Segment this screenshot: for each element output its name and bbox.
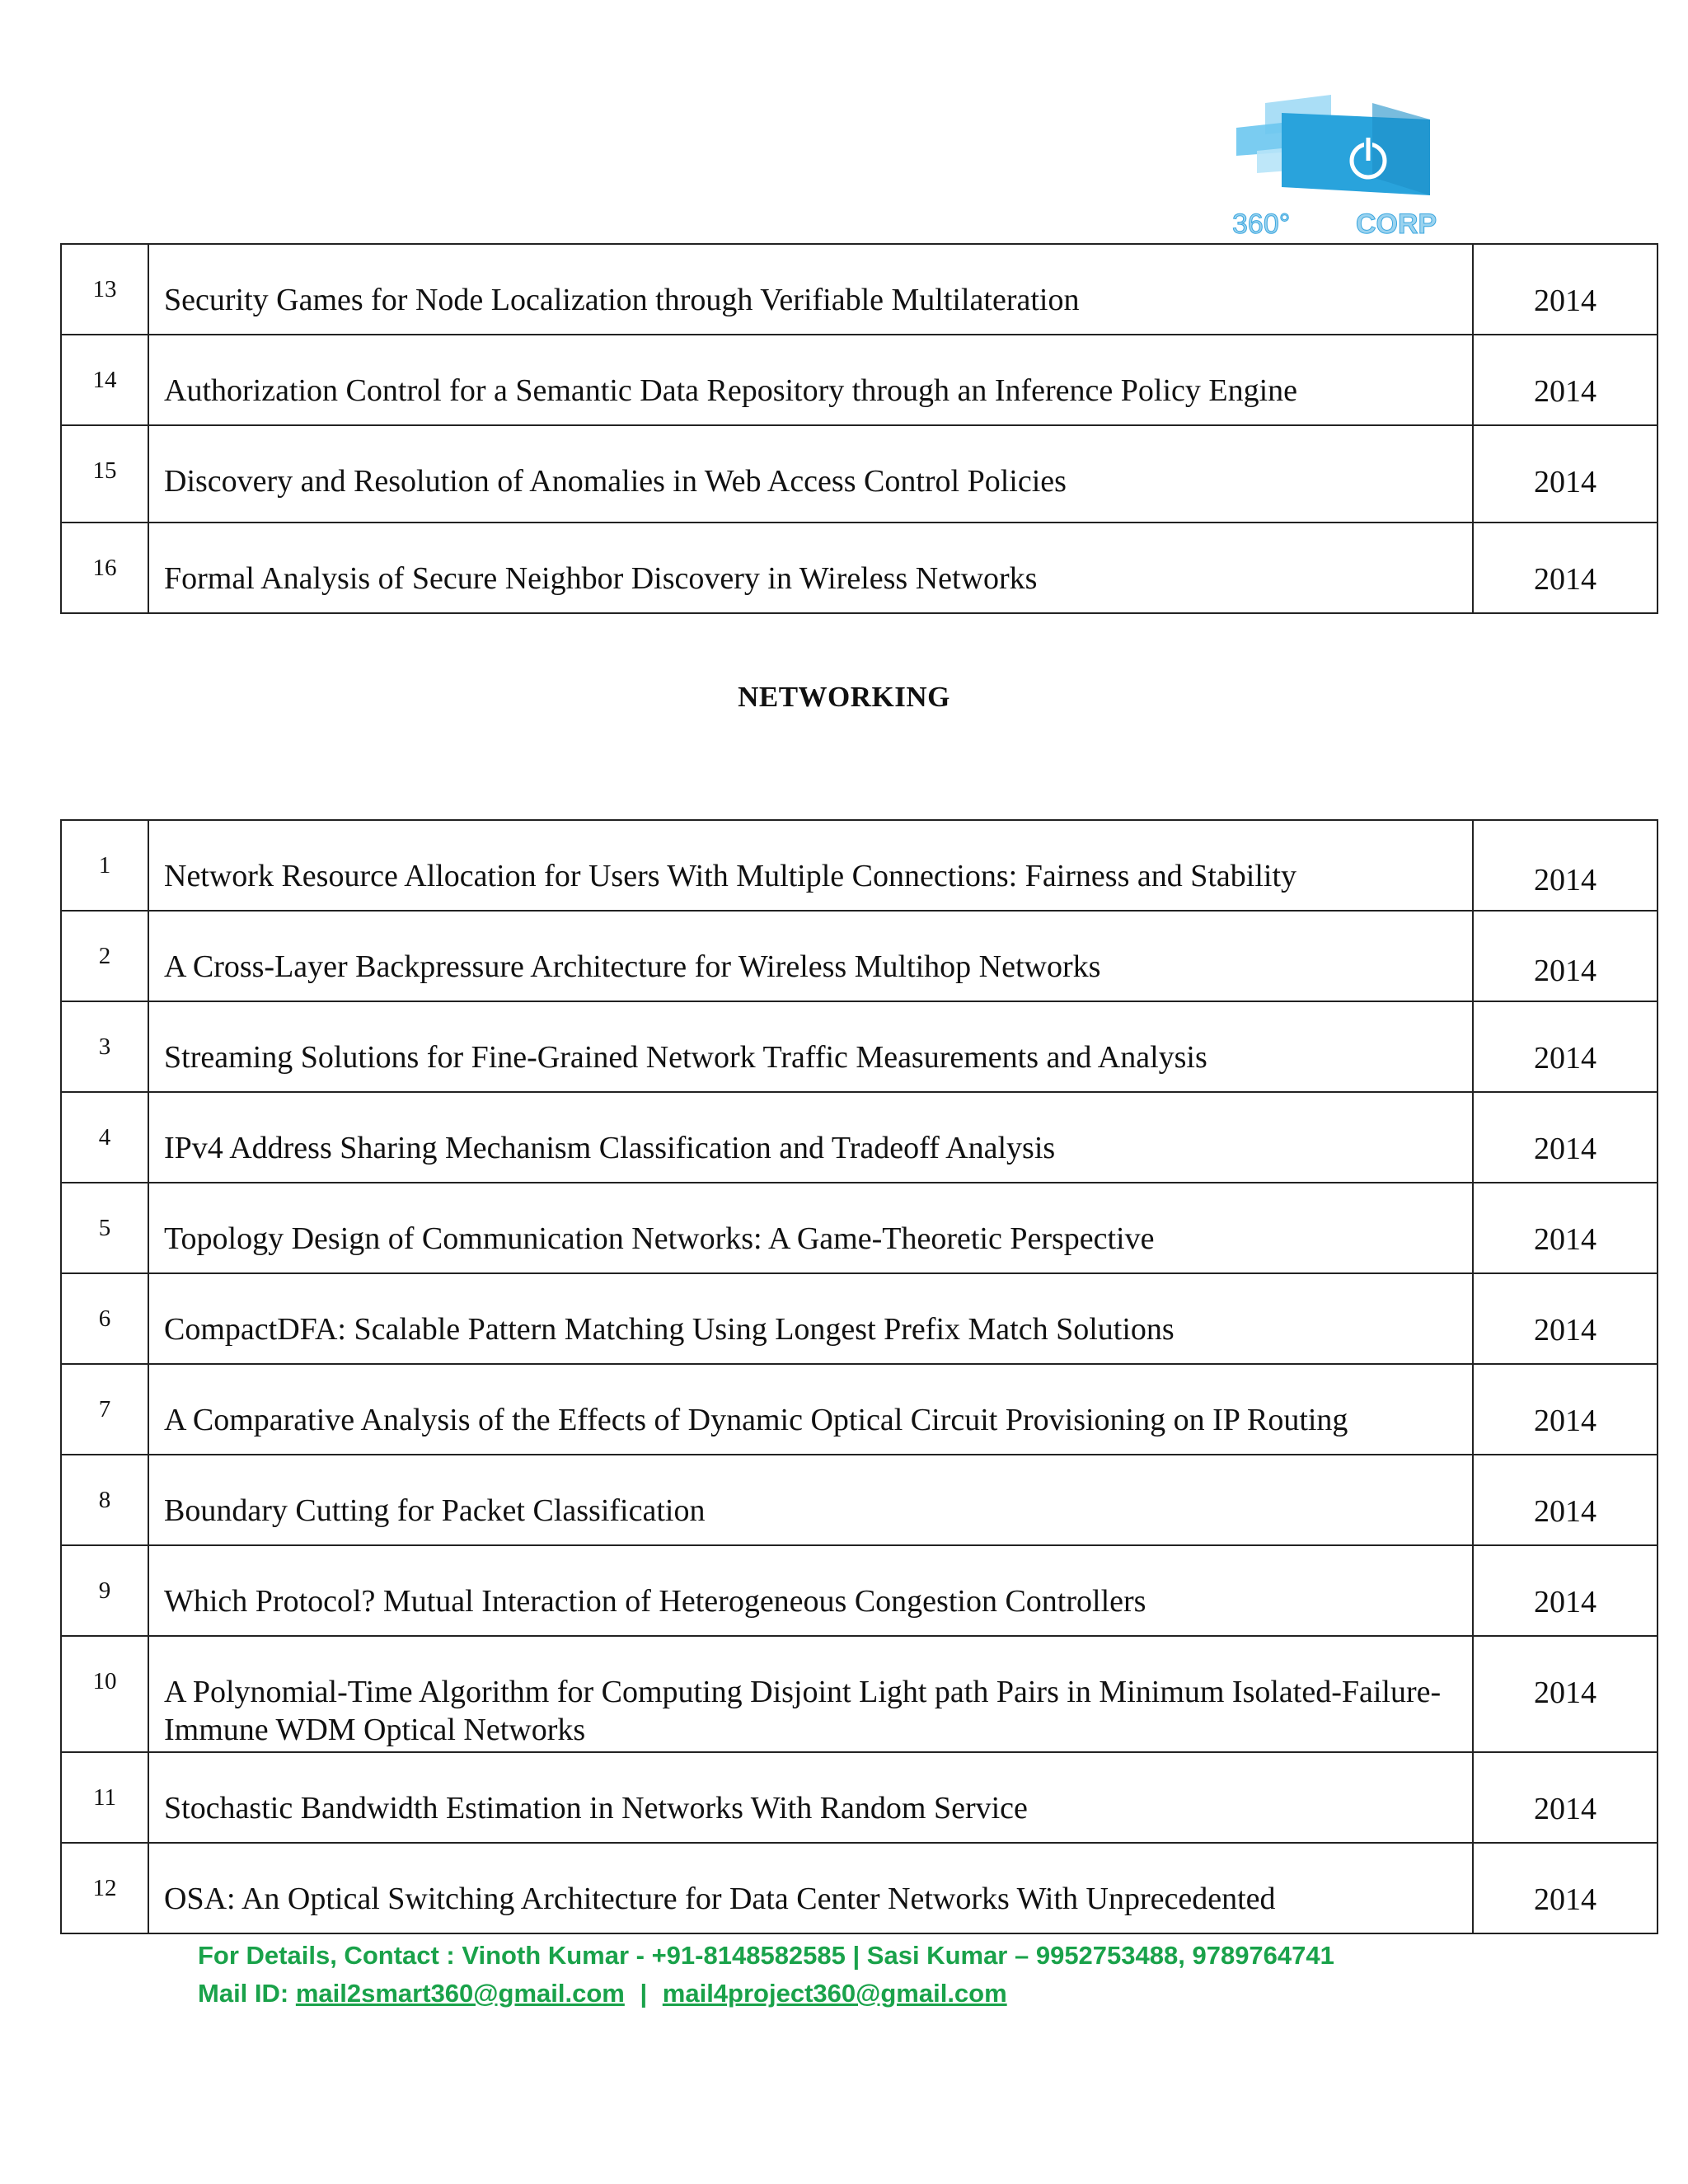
table-row [61, 335, 1658, 425]
project-year: 2014 [1473, 425, 1658, 523]
email-link-2[interactable]: mail4project360@gmail.com [662, 1979, 1007, 2008]
project-title: Discovery and Resolution of Anomalies in Web Access Control Policies [148, 425, 1473, 523]
project-title: A Cross-Layer Backpressure Architecture for Wireless Multihop Networks [148, 911, 1473, 1001]
row-number: 8 [61, 1455, 148, 1545]
row-number: 9 [61, 1545, 148, 1636]
table-row [61, 911, 1658, 1001]
row-number: 7 [61, 1364, 148, 1455]
project-year: 2014 [1473, 1636, 1658, 1752]
table-row [61, 1001, 1658, 1092]
project-title: IPv4 Address Sharing Mechanism Classification and Tradeoff Analysis [148, 1092, 1473, 1183]
logo-text-right: CORP [1356, 209, 1437, 240]
mail-label: Mail ID: [198, 1979, 289, 2008]
table-row [61, 1273, 1658, 1364]
project-year: 2014 [1473, 1545, 1658, 1636]
table-row [61, 1092, 1658, 1183]
contact-footer [198, 1937, 1334, 2013]
table-row [61, 425, 1658, 523]
row-number: 12 [61, 1843, 148, 1933]
mail-line [198, 1975, 1334, 2013]
logo-text-left: 360° [1232, 209, 1291, 240]
table-row [61, 1752, 1658, 1843]
project-title: Topology Design of Communication Networks: A Game-Theoretic Perspective [148, 1183, 1473, 1273]
row-number: 3 [61, 1001, 148, 1092]
project-title: A Polynomial-Time Algorithm for Computing Disjoint Light path Pairs in Minimum Isolated-Failure-Immune WDM Optical Networks [148, 1636, 1473, 1752]
project-year: 2014 [1473, 1455, 1658, 1545]
project-title: Stochastic Bandwidth Estimation in Networks With Random Service [148, 1752, 1473, 1843]
projects-table-continued [60, 243, 1658, 614]
email-link-1[interactable]: mail2smart360@gmail.com [295, 1979, 625, 2008]
power-icon [1232, 95, 1488, 243]
table-row [61, 1636, 1658, 1752]
project-year: 2014 [1473, 1092, 1658, 1183]
project-title: CompactDFA: Scalable Pattern Matching Using Longest Prefix Match Solutions [148, 1273, 1473, 1364]
project-title: Security Games for Node Localization through Verifiable Multilateration [148, 244, 1473, 335]
table-row [61, 1843, 1658, 1933]
table-row [61, 1183, 1658, 1273]
project-year: 2014 [1473, 1273, 1658, 1364]
row-number: 14 [61, 335, 148, 425]
project-title: Authorization Control for a Semantic Data Repository through an Inference Policy Engine [148, 335, 1473, 425]
table-row [61, 1364, 1658, 1455]
company-logo [1232, 95, 1488, 243]
email-separator: | [640, 1979, 648, 2008]
row-number: 1 [61, 820, 148, 911]
project-title: Boundary Cutting for Packet Classification [148, 1455, 1473, 1545]
row-number: 10 [61, 1636, 148, 1752]
row-number: 11 [61, 1752, 148, 1843]
row-number: 2 [61, 911, 148, 1001]
project-year: 2014 [1473, 1364, 1658, 1455]
row-number: 13 [61, 244, 148, 335]
project-year: 2014 [1473, 1752, 1658, 1843]
project-title: A Comparative Analysis of the Effects of Dynamic Optical Circuit Provisioning on IP Routing [148, 1364, 1473, 1455]
row-number: 15 [61, 425, 148, 523]
project-year: 2014 [1473, 335, 1658, 425]
contact-line: For Details, Contact : Vinoth Kumar - +91-8148582585 | Sasi Kumar – 9952753488, 9789764741 [198, 1941, 1334, 1970]
networking-projects-table [60, 819, 1658, 1934]
project-year: 2014 [1473, 244, 1658, 335]
project-title: Streaming Solutions for Fine-Grained Network Traffic Measurements and Analysis [148, 1001, 1473, 1092]
project-year: 2014 [1473, 911, 1658, 1001]
project-year: 2014 [1473, 1843, 1658, 1933]
project-year: 2014 [1473, 1001, 1658, 1092]
table-row [61, 1455, 1658, 1545]
row-number: 5 [61, 1183, 148, 1273]
project-year: 2014 [1473, 523, 1658, 613]
table-row [61, 523, 1658, 613]
table-row [61, 820, 1658, 911]
row-number: 16 [61, 523, 148, 613]
project-year: 2014 [1473, 820, 1658, 911]
project-title: Network Resource Allocation for Users With Multiple Connections: Fairness and Stability [148, 820, 1473, 911]
project-title: Which Protocol? Mutual Interaction of Heterogeneous Congestion Controllers [148, 1545, 1473, 1636]
project-title: OSA: An Optical Switching Architecture for Data Center Networks With Unprecedented [148, 1843, 1473, 1933]
project-year: 2014 [1473, 1183, 1658, 1273]
row-number: 4 [61, 1092, 148, 1183]
project-title: Formal Analysis of Secure Neighbor Discovery in Wireless Networks [148, 523, 1473, 613]
section-heading: NETWORKING [738, 681, 950, 713]
row-number: 6 [61, 1273, 148, 1364]
table-row [61, 244, 1658, 335]
table-row [61, 1545, 1658, 1636]
